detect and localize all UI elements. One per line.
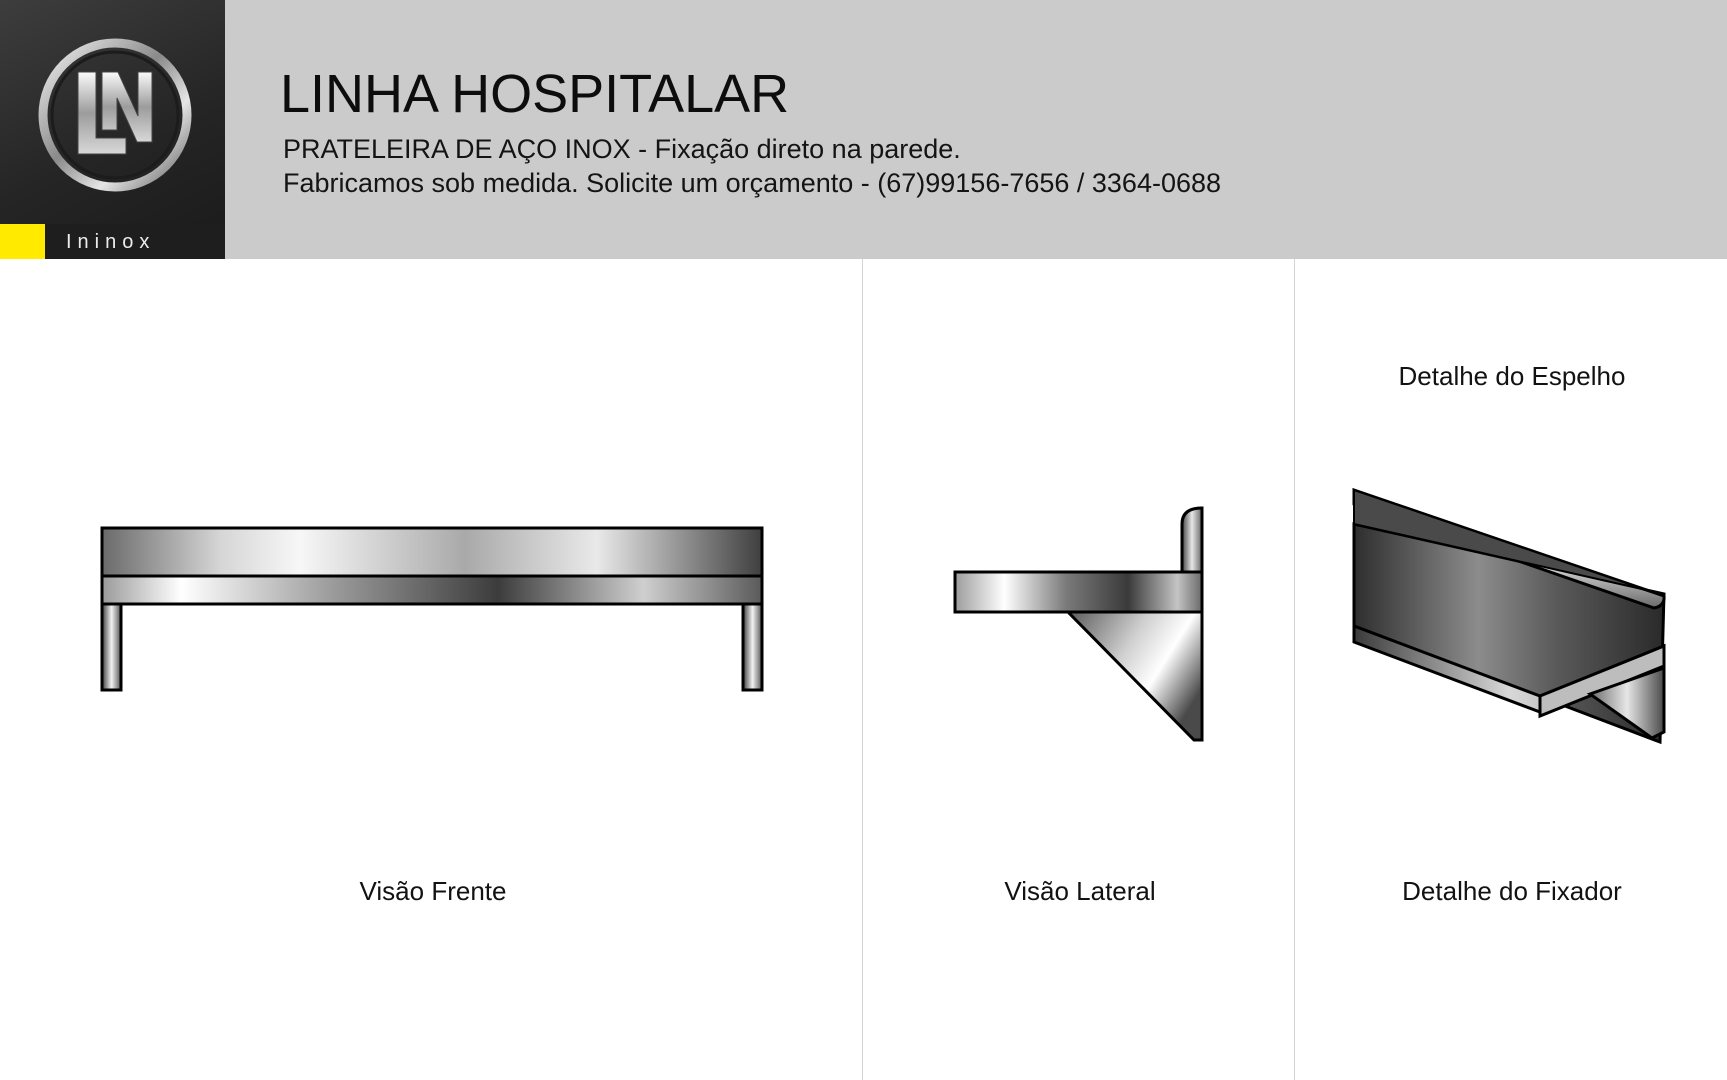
subtitle-line-1: PRATELEIRA DE AÇO INOX - Fixação direto na parede. bbox=[283, 134, 961, 164]
front-leg-right bbox=[743, 604, 762, 690]
detail-top-label: Detalhe do Espelho bbox=[1398, 361, 1626, 391]
brand-bar bbox=[0, 224, 225, 259]
front-view-drawing bbox=[96, 522, 768, 696]
page-title: LINHA HOSPITALAR bbox=[280, 64, 790, 124]
side-shelf bbox=[955, 572, 1202, 612]
side-backsplash bbox=[1182, 508, 1202, 572]
side-view-label: Visão Lateral bbox=[1004, 876, 1156, 906]
front-backsplash bbox=[102, 528, 762, 576]
brand-logo bbox=[0, 0, 225, 259]
panel-divider-2 bbox=[1294, 259, 1295, 1080]
front-leg-left bbox=[102, 604, 121, 690]
front-view-label: Visão Frente bbox=[359, 876, 507, 906]
subtitle-line-2: Fabricamos sob medida. Solicite um orçamento - (67)99156-7656 / 3364-0688 bbox=[283, 168, 1222, 198]
brand-accent-swatch bbox=[0, 224, 45, 259]
ln-logo-icon bbox=[30, 30, 200, 200]
brand-name: Ininox bbox=[66, 231, 156, 253]
header bbox=[0, 0, 1727, 259]
panel-divider-1 bbox=[862, 259, 863, 1080]
detail-drawing bbox=[1350, 484, 1670, 746]
side-view-drawing bbox=[950, 504, 1210, 744]
front-shelf-edge bbox=[102, 576, 762, 604]
page-subtitle bbox=[283, 132, 1221, 200]
detail-bottom-label: Detalhe do Fixador bbox=[1402, 876, 1622, 906]
side-bracket bbox=[1068, 612, 1202, 740]
